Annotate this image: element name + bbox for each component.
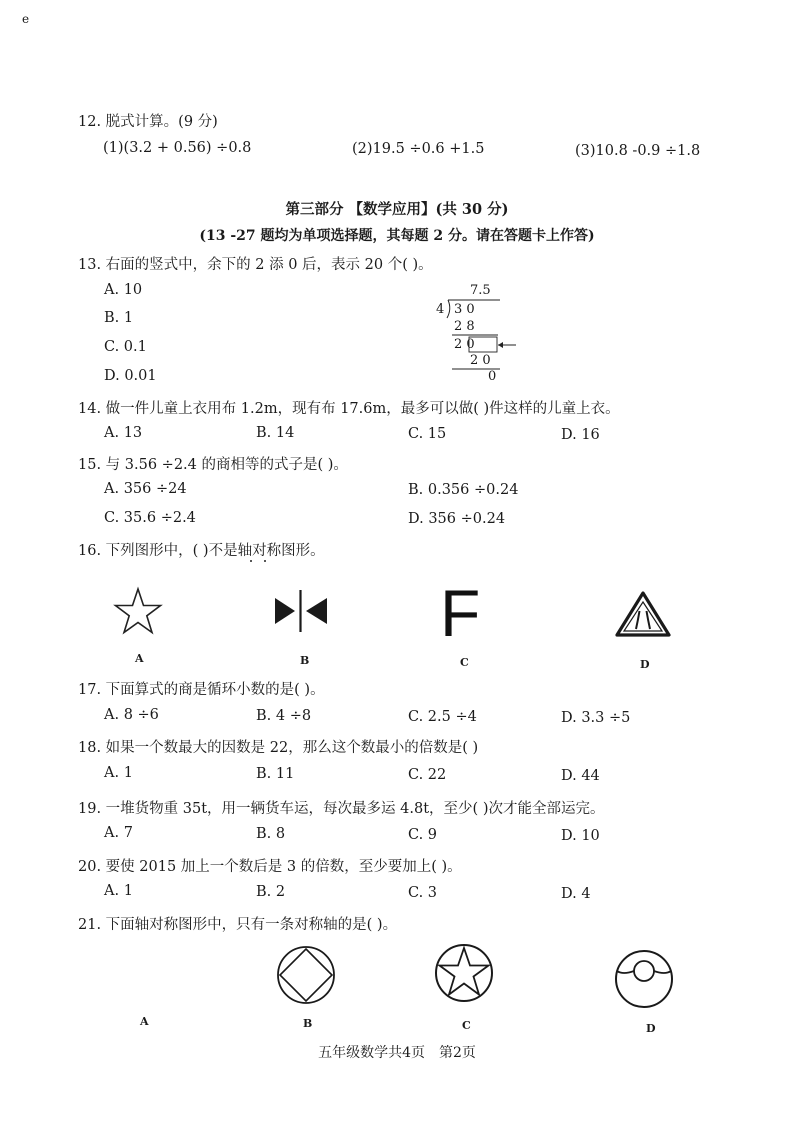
corner-mark: e <box>22 12 30 26</box>
circle-with-ring-figure <box>613 948 675 1010</box>
q13-option-a: A. 10 <box>104 282 143 298</box>
q13-stem: 13. 右面的竖式中，余下的 2 添 0 后，表示 20 个( )。 <box>78 257 433 273</box>
q20-stem: 20. 要使 2015 加上一个数后是 3 的倍数，至少要加上( )。 <box>78 859 462 875</box>
q21-label-a: A <box>140 1015 149 1028</box>
q17-option-c: C. 2.5 ÷4 <box>408 709 477 725</box>
division-remainder-2: 0 <box>488 369 497 384</box>
q13-option-c: C. 0.1 <box>104 339 147 355</box>
q19-option-a: A. 7 <box>104 825 133 841</box>
long-division-diagram <box>436 283 516 388</box>
q20-option-c: C. 3 <box>408 885 438 901</box>
q19-option-c: C. 9 <box>408 827 438 843</box>
q16-label-c: C <box>460 656 469 669</box>
q15-option-c: C. 35.6 ÷2.4 <box>104 510 196 526</box>
emphasis-dot <box>264 560 266 562</box>
q19-option-b: B. 8 <box>256 826 286 842</box>
page-footer: 五年级数学共4页 第2页 <box>318 1045 476 1061</box>
q21-label-c: C <box>462 1019 471 1032</box>
q21-label-d: D <box>646 1022 656 1035</box>
division-dividend: 3 0 <box>454 302 475 317</box>
q17-option-b: B. 4 ÷8 <box>256 708 312 724</box>
circle-inscribed-star-figure <box>433 942 495 1004</box>
q20-option-b: B. 2 <box>256 884 286 900</box>
q14-stem: 14. 做一件儿童上衣用布 1.2m，现有布 17.6m，最多可以做( )件这样的儿童上衣。 <box>78 401 620 417</box>
q15-option-d: D. 356 ÷0.24 <box>408 511 506 527</box>
q15-stem: 15. 与 3.56 ÷2.4 的商相等的式子是( )。 <box>78 457 348 473</box>
bowtie-triangles-figure <box>273 588 329 634</box>
division-product-2: 2 0 <box>470 353 491 368</box>
division-lines <box>436 283 516 388</box>
q12-item-3: (3)10.8 -0.9 ÷1.8 <box>575 143 701 159</box>
q21-stem: 21. 下面轴对称图形中，只有一条对称轴的是( )。 <box>78 917 398 933</box>
emphasis-dot <box>250 560 252 562</box>
q18-option-c: C. 22 <box>408 767 447 783</box>
q12-item-2: (2)19.5 ÷0.6 +1.5 <box>352 141 485 157</box>
q17-stem: 17. 下面算式的商是循环小数的是( )。 <box>78 682 325 698</box>
q12-item-1: (1)(3.2 + 0.56) ÷0.8 <box>103 140 252 156</box>
q17-option-d: D. 3.3 ÷5 <box>561 710 631 726</box>
q14-option-a: A. 13 <box>104 425 143 441</box>
q16-stem: 16. 下列图形中，( )不是轴对称图形。 <box>78 543 325 559</box>
q16-label-b: B <box>300 654 310 667</box>
q12-title: 12. 脱式计算。(9 分) <box>78 114 218 130</box>
circle-inscribed-square-figure <box>275 944 337 1006</box>
q13-option-d: D. 0.01 <box>104 368 157 384</box>
division-divisor: 4 <box>436 302 445 317</box>
q20-option-a: A. 1 <box>104 883 133 899</box>
section3-note: (13 -27 题均为单项选择题，其每题 2 分。请在答题卡上作答) <box>199 228 595 244</box>
q16-label-d: D <box>640 658 650 671</box>
q18-option-d: D. 44 <box>561 768 600 784</box>
q14-option-b: B. 14 <box>256 425 295 441</box>
q19-option-d: D. 10 <box>561 828 600 844</box>
division-quotient: 7.5 <box>470 283 491 298</box>
q15-option-b: B. 0.356 ÷0.24 <box>408 482 519 498</box>
q17-option-a: A. 8 ÷6 <box>104 707 159 723</box>
q16-label-a: A <box>135 652 144 665</box>
division-remainder-1: 2 0 <box>454 337 475 352</box>
star-outline-figure <box>112 586 164 636</box>
q13-option-b: B. 1 <box>104 310 134 326</box>
q15-option-a: A. 356 ÷24 <box>104 481 187 497</box>
q14-option-c: C. 15 <box>408 426 447 442</box>
q14-option-d: D. 16 <box>561 427 600 443</box>
letter-f-figure: F <box>440 576 481 650</box>
division-product-1: 2 8 <box>454 319 475 334</box>
warning-road-sign-figure <box>614 590 672 638</box>
q18-stem: 18. 如果一个数最大的因数是 22，那么这个数最小的倍数是( ) <box>78 740 479 756</box>
q21-label-b: B <box>303 1017 313 1030</box>
q18-option-a: A. 1 <box>104 765 133 781</box>
section3-title: 第三部分 【数学应用】(共 30 分) <box>285 201 509 218</box>
q19-stem: 19. 一堆货物重 35t，用一辆货车运，每次最多运 4.8t，至少( )次才能全部运完。 <box>78 801 605 817</box>
q20-option-d: D. 4 <box>561 886 591 902</box>
q18-option-b: B. 11 <box>256 766 295 782</box>
